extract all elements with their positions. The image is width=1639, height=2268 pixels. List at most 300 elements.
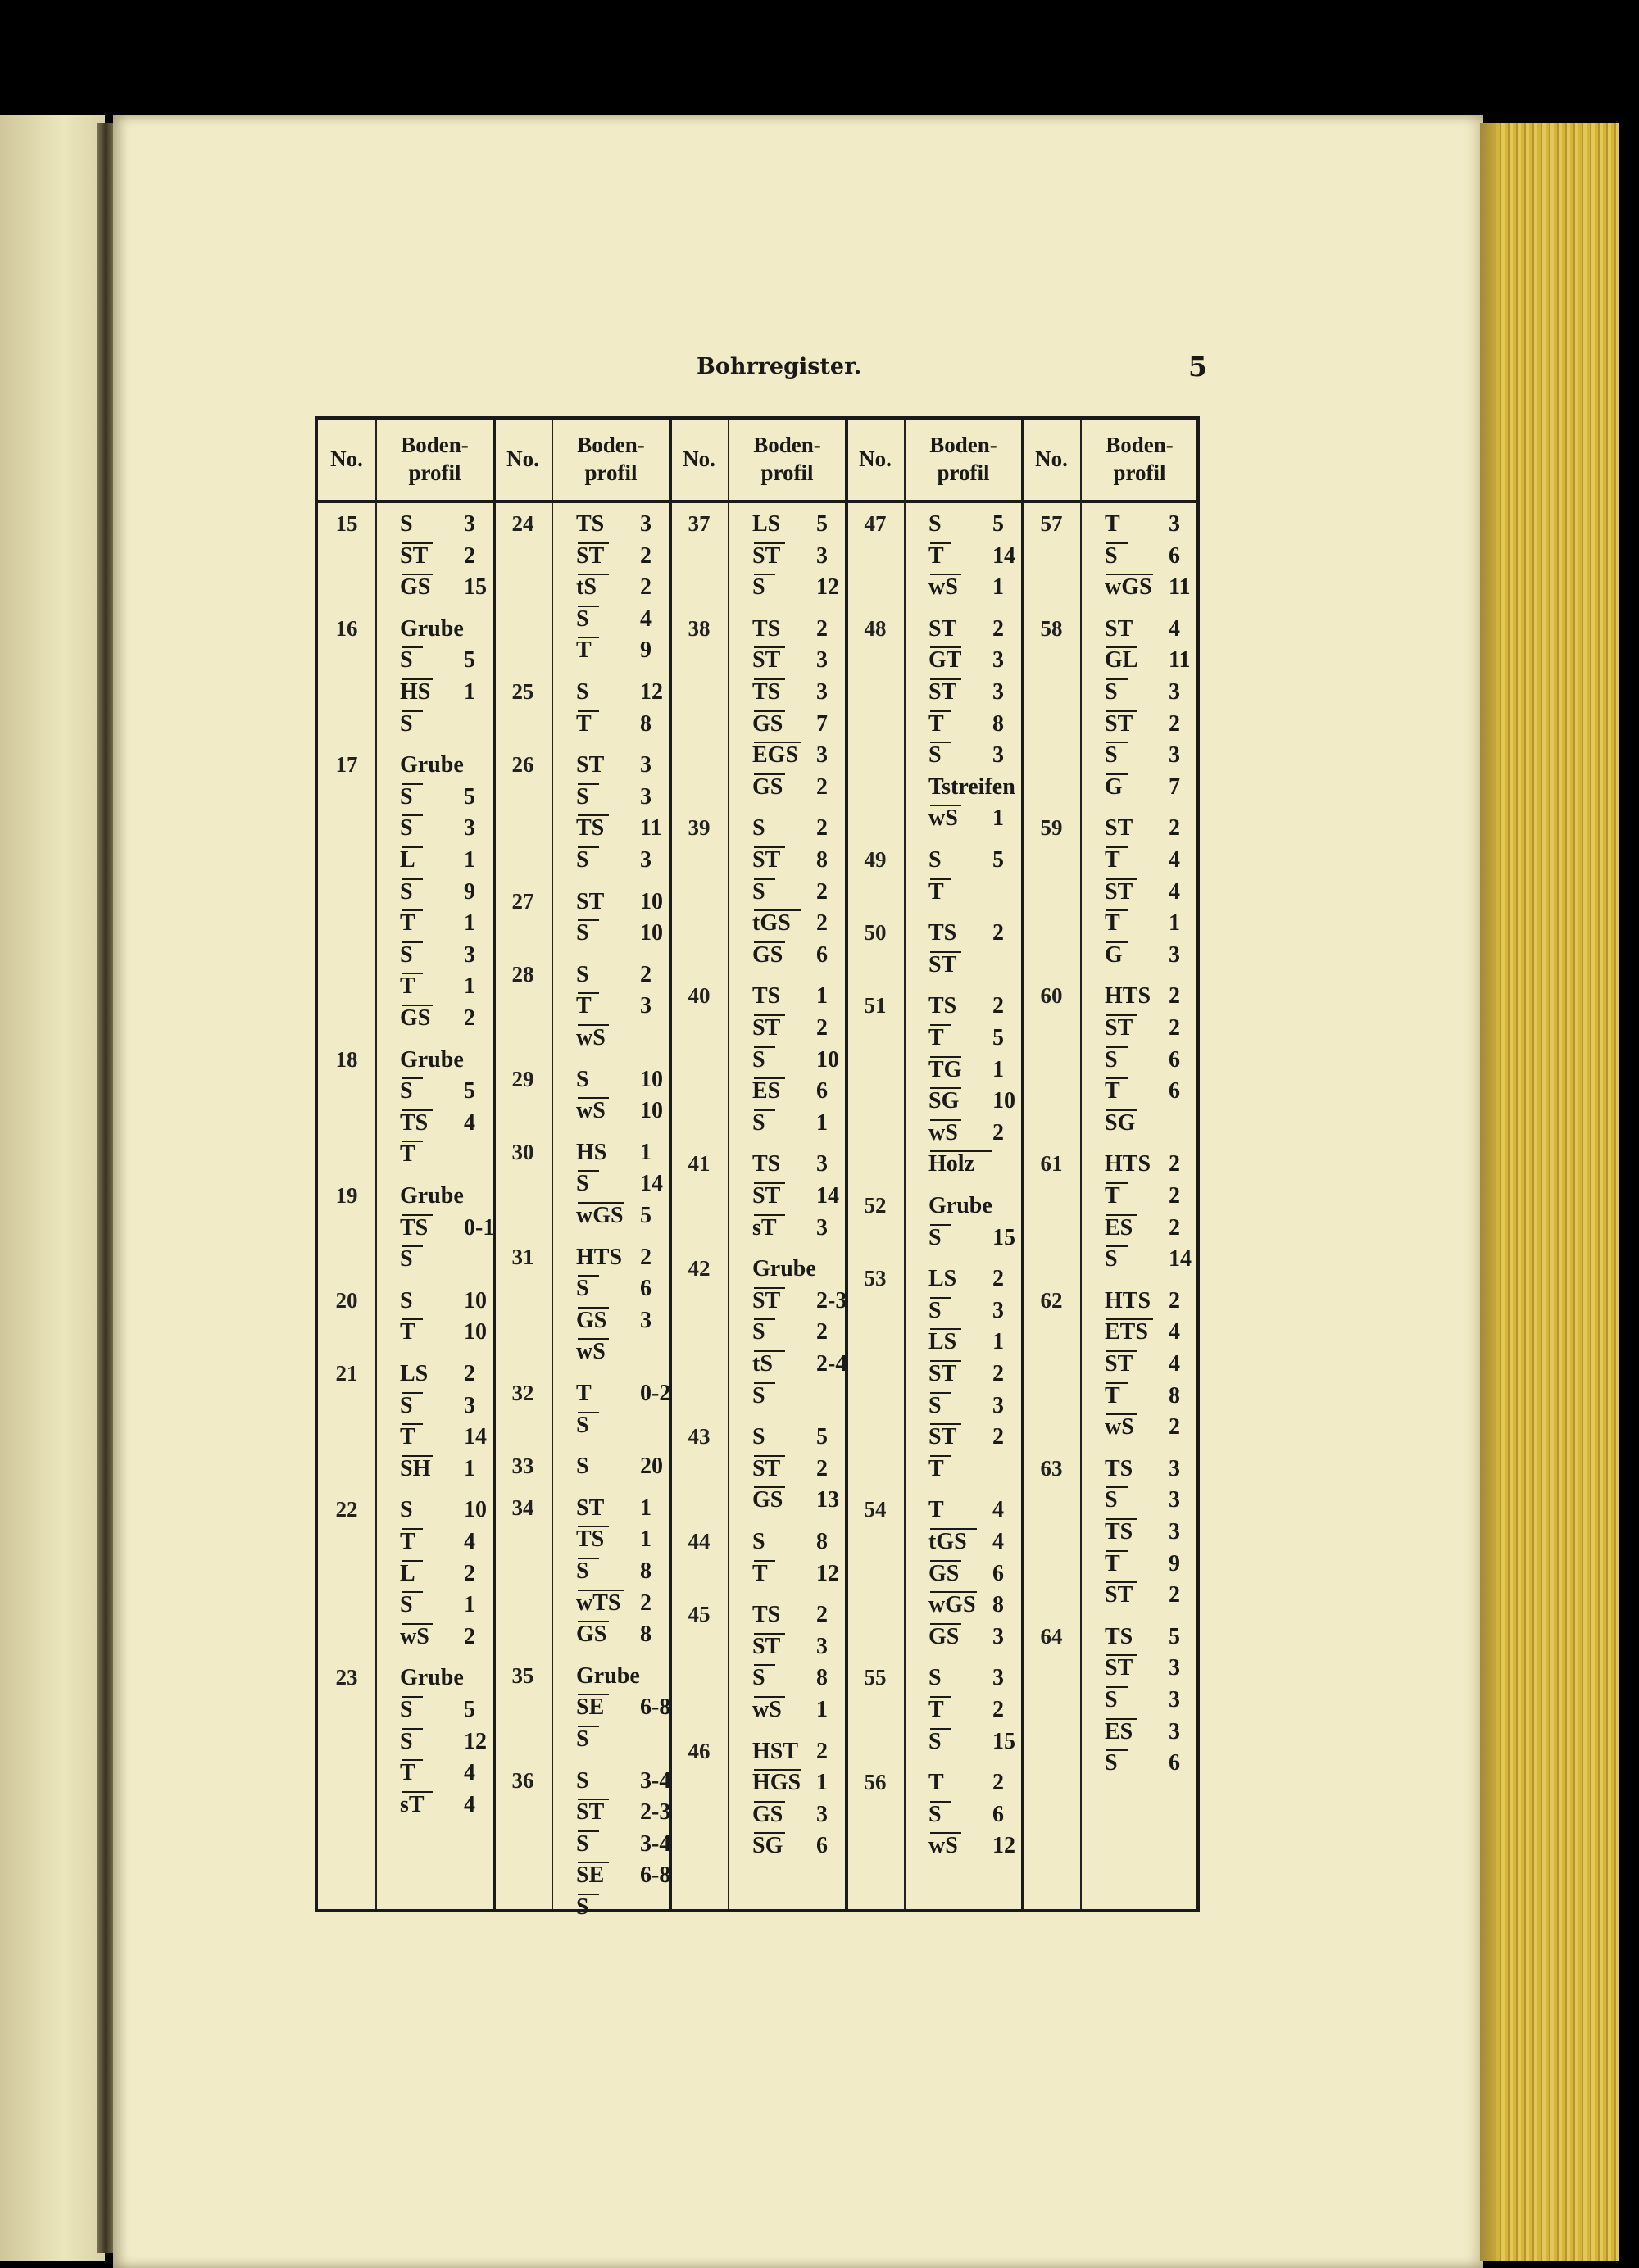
profile-layer [1105, 543, 1196, 574]
layer-symbol: S [928, 1224, 942, 1250]
layer-thickness: 2 [992, 993, 1004, 1019]
profile-layer [752, 1351, 847, 1382]
layer-symbol: S [400, 710, 413, 737]
profile-layer [1105, 1655, 1196, 1686]
layer-symbol: S [576, 1558, 589, 1584]
layer-symbol: L [400, 847, 415, 873]
layer-boundary [578, 1726, 599, 1727]
layer-symbol: S [576, 606, 589, 632]
profile-layer [928, 1025, 1019, 1056]
layer-thickness: 3 [640, 511, 652, 537]
profile-layer [928, 616, 1019, 647]
layer-symbol: TS [576, 1526, 605, 1553]
layer-thickness: 3 [464, 815, 475, 841]
profile-layer [400, 711, 491, 742]
layer-thickness: 3 [1169, 1519, 1180, 1545]
entry-number: 20 [335, 1287, 358, 1313]
layer-thickness: 6 [640, 1276, 652, 1302]
profile-layer [576, 606, 667, 637]
layer-thickness: 2 [1169, 1287, 1180, 1313]
layer-boundary [754, 1318, 775, 1320]
profile-layer [752, 983, 843, 1014]
layer-thickness: 14 [640, 1171, 663, 1197]
layer-symbol: tGS [928, 1529, 967, 1554]
layer-boundary [578, 919, 599, 921]
group-divider [1021, 420, 1024, 1909]
profile-layer [400, 616, 491, 647]
layer-symbol: ST [576, 1495, 605, 1521]
profile-layer [928, 952, 1019, 983]
profile-layer [576, 1067, 667, 1098]
layer-thickness: 3 [992, 1623, 1004, 1649]
layer-symbol: TS [928, 920, 957, 946]
layer-thickness: 8 [816, 1529, 828, 1554]
layer-symbol: S [576, 1412, 589, 1438]
layer-thickness: 3-4 [640, 1830, 671, 1857]
layer-note: Grube [752, 1256, 816, 1282]
layer-symbol: TS [752, 679, 781, 705]
layer-boundary [754, 1214, 785, 1216]
profile-layer [928, 1665, 1019, 1696]
layer-boundary [1106, 1413, 1137, 1415]
layer-symbol: T [400, 1424, 415, 1450]
layer-symbol: GS [400, 1005, 431, 1031]
profile-layer [752, 1424, 843, 1455]
profile-layer [576, 1799, 671, 1830]
layer-symbol: ST [752, 1455, 781, 1481]
layer-boundary [578, 1590, 624, 1591]
layer-boundary [1106, 773, 1128, 775]
layer-symbol: wS [576, 1339, 606, 1365]
layer-boundary [754, 742, 801, 743]
layer-boundary [754, 1455, 785, 1457]
layer-thickness: 1 [816, 983, 828, 1009]
entry-number: 45 [688, 1602, 711, 1627]
header-no: No. [859, 447, 892, 472]
profile-layer [1105, 1288, 1196, 1319]
layer-boundary [754, 1382, 775, 1384]
profile-layer [576, 920, 667, 951]
layer-symbol: S [928, 1728, 942, 1754]
layer-boundary [754, 1046, 775, 1048]
entry-number: 44 [688, 1529, 711, 1554]
layer-thickness: 1 [816, 1770, 828, 1796]
layer-symbol: T [400, 1141, 415, 1168]
layer-thickness: 5 [816, 1424, 828, 1450]
profile-layer [928, 1697, 1019, 1728]
layer-boundary [578, 606, 599, 607]
layer-symbol: S [576, 1767, 589, 1794]
layer-symbol: HTS [1105, 1151, 1151, 1177]
layer-note: Tstreifen [928, 773, 1015, 800]
profile-layer [576, 574, 667, 606]
layer-thickness: 14 [816, 1183, 839, 1209]
profile-layer [400, 1729, 491, 1760]
profile-layer [752, 1529, 843, 1560]
layer-thickness: 2 [640, 542, 652, 569]
layer-symbol: ST [752, 1183, 781, 1209]
entry-number: 32 [511, 1381, 534, 1405]
layer-symbol: wS [928, 1119, 958, 1145]
profile-layer [576, 889, 667, 920]
layer-symbol: sT [752, 1214, 777, 1241]
layer-thickness: 6 [1169, 1750, 1180, 1776]
layer-thickness: 1 [816, 1109, 828, 1136]
layer-symbol: ST [752, 1633, 781, 1659]
layer-boundary [402, 1791, 433, 1793]
layer-symbol: ST [1105, 878, 1133, 905]
no-column-divider [552, 420, 553, 1909]
profile-layer [1105, 1319, 1196, 1350]
layer-symbol: S [1105, 1687, 1118, 1712]
profile-layer [928, 879, 1019, 910]
layer-boundary [578, 1526, 609, 1527]
layer-thickness: 1 [1169, 910, 1180, 937]
profile-layer [400, 543, 491, 574]
layer-thickness: 3-4 [640, 1767, 671, 1794]
layer-thickness: 8 [640, 710, 652, 737]
profile-layer [752, 574, 843, 606]
layer-symbol: S [400, 783, 413, 810]
layer-boundary [930, 1560, 961, 1562]
entry-number: 30 [511, 1139, 534, 1164]
entry-number: 56 [864, 1770, 887, 1795]
layer-boundary [1106, 1245, 1128, 1247]
profile-layer [1105, 1246, 1196, 1277]
header-profile-line2: profil [408, 460, 461, 485]
profile-layer [1105, 1719, 1196, 1750]
header-bodenprofil [552, 420, 670, 500]
header-bodenprofil [1080, 420, 1199, 500]
profile-layer [400, 574, 491, 606]
no-column-divider [904, 420, 906, 1909]
profile-layer [576, 679, 667, 710]
layer-note: Grube [928, 1193, 992, 1218]
layer-boundary [578, 1799, 609, 1800]
layer-symbol: LS [400, 1361, 429, 1386]
layer-boundary [1106, 1109, 1137, 1111]
profile-layer [928, 647, 1019, 678]
layer-symbol: S [752, 815, 765, 841]
layer-boundary [930, 1360, 961, 1362]
profile-layer [400, 1665, 491, 1696]
layer-thickness: 2 [992, 1361, 1004, 1386]
entry-number: 43 [688, 1424, 711, 1449]
profile-layer [1105, 879, 1196, 910]
layer-symbol: S [576, 1276, 589, 1302]
layer-symbol: T [752, 1560, 768, 1586]
layer-symbol: ST [1105, 1655, 1133, 1681]
layer-thickness: 3 [1169, 1687, 1180, 1712]
layer-thickness: 2 [464, 1005, 475, 1031]
profile-layer [752, 879, 843, 910]
entry-number: 21 [335, 1361, 358, 1386]
layer-symbol: TS [1105, 1455, 1133, 1481]
layer-thickness: 8 [992, 710, 1004, 737]
layer-thickness: 12 [816, 1560, 839, 1586]
layer-symbol: wS [928, 1833, 958, 1859]
layer-boundary [754, 1287, 785, 1289]
profile-layer [928, 543, 1019, 574]
layer-symbol: T [400, 910, 415, 937]
layer-thickness: 6-8 [640, 1694, 671, 1721]
layer-symbol: T [1105, 1078, 1120, 1105]
layer-thickness: 2 [640, 1590, 652, 1616]
page-edges [1480, 123, 1619, 2261]
header-profile-line2: profil [584, 460, 638, 485]
profile-layer [1105, 1110, 1196, 1141]
layer-boundary [1106, 742, 1128, 743]
profile-layer [1105, 1624, 1196, 1655]
profile-layer [576, 1862, 671, 1894]
layer-thickness: 8 [1169, 1382, 1180, 1408]
profile-layer [928, 1393, 1019, 1424]
layer-thickness: 3 [640, 1307, 652, 1333]
profile-layer [928, 774, 1019, 805]
layer-thickness: 10 [464, 1497, 487, 1523]
entry-number: 48 [864, 615, 887, 641]
layer-boundary [578, 1275, 599, 1277]
layer-thickness: 1 [640, 1526, 652, 1553]
entry-number: 61 [1040, 1151, 1063, 1177]
layer-boundary [754, 1014, 785, 1016]
profile-layer [752, 1256, 843, 1287]
no-column-divider [728, 420, 729, 1909]
layer-note: Grube [400, 615, 464, 642]
profile-layer [1105, 574, 1196, 606]
layer-thickness: 2-3 [640, 1799, 671, 1826]
layer-symbol: S [400, 815, 413, 841]
layer-symbol: T [928, 542, 944, 569]
entry-number: 51 [864, 993, 887, 1018]
profile-layer [576, 1454, 667, 1485]
layer-symbol: S [576, 1894, 589, 1920]
layer-symbol: TS [752, 983, 781, 1009]
layer-symbol: S [576, 679, 589, 705]
layer-symbol: HS [400, 679, 431, 705]
layer-symbol: ST [1105, 710, 1133, 737]
layer-thickness: 7 [816, 710, 828, 737]
layer-thickness: 4 [992, 1529, 1004, 1554]
layer-boundary [754, 1664, 775, 1666]
layer-symbol: ST [1105, 615, 1133, 642]
profile-layer [928, 511, 1019, 542]
layer-symbol: HTS [1105, 1287, 1151, 1313]
profile-layer [752, 942, 843, 973]
profile-layer [928, 1266, 1019, 1297]
layer-thickness: 3 [816, 1801, 828, 1827]
layer-symbol: ST [1105, 1582, 1133, 1608]
profile-layer [928, 574, 1019, 606]
layer-symbol: ST [752, 1287, 781, 1313]
layer-thickness: 5 [992, 511, 1004, 537]
layer-thickness: 2 [1169, 1414, 1180, 1440]
layer-symbol: T [928, 1455, 944, 1481]
layer-symbol: T [1105, 910, 1120, 937]
profile-layer [928, 1120, 1019, 1151]
layer-symbol: TS [752, 1151, 781, 1177]
layer-symbol: S [576, 1066, 589, 1092]
layer-symbol: S [1105, 1750, 1118, 1776]
layer-boundary [1106, 1350, 1137, 1352]
layer-thickness: 6 [816, 1833, 828, 1859]
entry-number: 36 [511, 1767, 534, 1793]
layer-boundary [578, 1412, 599, 1413]
entry-number: 39 [688, 815, 711, 841]
profile-layer [752, 711, 843, 742]
layer-thickness: 12 [464, 1728, 487, 1754]
layer-thickness: 1 [816, 1697, 828, 1722]
layer-note: Grube [400, 1046, 464, 1073]
layer-symbol: S [1105, 1246, 1118, 1272]
layer-boundary [930, 1150, 992, 1152]
layer-boundary [402, 1623, 433, 1625]
entry-number: 31 [511, 1244, 534, 1269]
layer-boundary [1106, 646, 1137, 648]
layer-symbol: ST [576, 542, 605, 569]
layer-symbol: T [400, 1760, 415, 1786]
profile-layer [928, 1561, 1019, 1592]
entry-number: 46 [688, 1738, 711, 1763]
layer-symbol: S [928, 1297, 942, 1323]
profile-layer [400, 1456, 491, 1487]
layer-boundary [754, 542, 785, 544]
layer-boundary [578, 992, 599, 994]
profile-layer [400, 511, 491, 542]
profile-layer [576, 1203, 667, 1234]
layer-symbol: S [752, 1529, 765, 1554]
profile-layer [576, 1590, 667, 1622]
layer-symbol: ST [928, 679, 957, 705]
entry-number: 37 [688, 511, 711, 536]
entry-number: 22 [335, 1497, 358, 1522]
profile-layer [752, 1561, 843, 1592]
layer-symbol: T [928, 1497, 944, 1523]
layer-thickness: 6 [816, 1078, 828, 1105]
layer-thickness: 6 [992, 1560, 1004, 1586]
profile-layer [400, 1393, 491, 1424]
layer-thickness: 6-8 [640, 1862, 671, 1889]
layer-symbol: wGS [1105, 574, 1152, 601]
layer-thickness: 3 [640, 752, 652, 778]
layer-boundary [402, 1392, 423, 1394]
profile-layer [576, 1339, 667, 1370]
header-profile-line1: Boden- [1106, 433, 1174, 458]
layer-symbol: S [752, 1665, 765, 1691]
entry-number: 60 [1040, 983, 1063, 1009]
layer-symbol: GS [752, 941, 783, 968]
profile-layer [576, 711, 667, 742]
profile-layer [752, 1047, 843, 1078]
entry-number: 47 [864, 511, 887, 536]
layer-symbol: wS [928, 805, 958, 832]
entry-number: 64 [1040, 1623, 1063, 1649]
layer-boundary [402, 1245, 423, 1247]
layer-symbol: wS [400, 1623, 429, 1649]
layer-boundary [1106, 1749, 1128, 1751]
layer-boundary [578, 1097, 609, 1099]
profile-layer [1105, 1687, 1196, 1718]
layer-thickness: 2 [1169, 1214, 1180, 1241]
profile-layer [752, 1110, 843, 1141]
profile-layer [752, 1665, 843, 1696]
profile-layer [576, 847, 667, 878]
layer-thickness: 2 [992, 1697, 1004, 1722]
profile-layer [1105, 815, 1196, 846]
layer-symbol: wS [928, 574, 958, 601]
profile-layer [400, 679, 491, 710]
layer-thickness: 1 [640, 1139, 652, 1165]
layer-symbol: S [576, 1171, 589, 1197]
profile-layer [1105, 711, 1196, 742]
layer-boundary [754, 1560, 775, 1562]
layer-symbol: S [928, 511, 942, 537]
layer-thickness: 3 [640, 783, 652, 810]
profile-layer [752, 1287, 847, 1319]
running-title: Bohrregister. [697, 354, 862, 379]
bohrregister-table [315, 416, 1200, 1920]
layer-thickness: 3 [816, 1214, 828, 1241]
layer-symbol: T [576, 1381, 592, 1406]
layer-thickness: 5 [464, 647, 475, 674]
layer-symbol: TS [576, 511, 605, 537]
layer-thickness: 12 [816, 574, 839, 601]
layer-boundary [930, 1087, 961, 1089]
profile-layer [928, 1225, 1019, 1256]
layer-thickness: 3 [1169, 1655, 1180, 1681]
layer-thickness: 4 [464, 1109, 475, 1136]
layer-symbol: S [1105, 1487, 1118, 1513]
layer-thickness: 2 [1169, 1015, 1180, 1041]
profile-layer [928, 1624, 1019, 1655]
layer-symbol: S [752, 574, 765, 601]
layer-symbol: T [928, 710, 944, 737]
profile-layer [400, 879, 491, 910]
layer-symbol: HTS [1105, 983, 1151, 1009]
layer-symbol: S [576, 1726, 589, 1752]
layer-thickness: 2 [640, 1244, 652, 1270]
layer-symbol: TS [928, 993, 957, 1019]
profile-layer [752, 647, 843, 678]
layer-thickness: 2 [816, 1319, 828, 1345]
layer-symbol: T [928, 1025, 944, 1050]
layer-symbol: ES [1105, 1718, 1133, 1744]
layer-boundary [754, 1832, 785, 1834]
profile-layer [928, 711, 1019, 742]
entry-number: 55 [864, 1665, 887, 1690]
profile-layer [928, 1088, 1019, 1119]
layer-symbol: ST [1105, 1351, 1133, 1377]
layer-thickness: 2 [816, 910, 828, 937]
layer-symbol: SE [576, 1694, 605, 1721]
profile-layer [1105, 742, 1196, 773]
layer-symbol: ST [400, 542, 429, 569]
profile-layer [576, 784, 667, 815]
layer-boundary [930, 574, 961, 575]
layer-boundary [402, 1528, 423, 1530]
layer-thickness: 2 [816, 773, 828, 800]
layer-thickness: 4 [1169, 1351, 1180, 1377]
entry-number: 17 [335, 752, 358, 778]
layer-symbol: GS [576, 1307, 607, 1333]
profile-layer [576, 1308, 667, 1339]
layer-boundary [1106, 941, 1128, 943]
profile-layer [752, 815, 843, 846]
layer-symbol: S [752, 1046, 765, 1073]
profile-layer [928, 1057, 1019, 1088]
entry-number: 16 [335, 615, 358, 641]
entry-number: 23 [335, 1665, 358, 1690]
